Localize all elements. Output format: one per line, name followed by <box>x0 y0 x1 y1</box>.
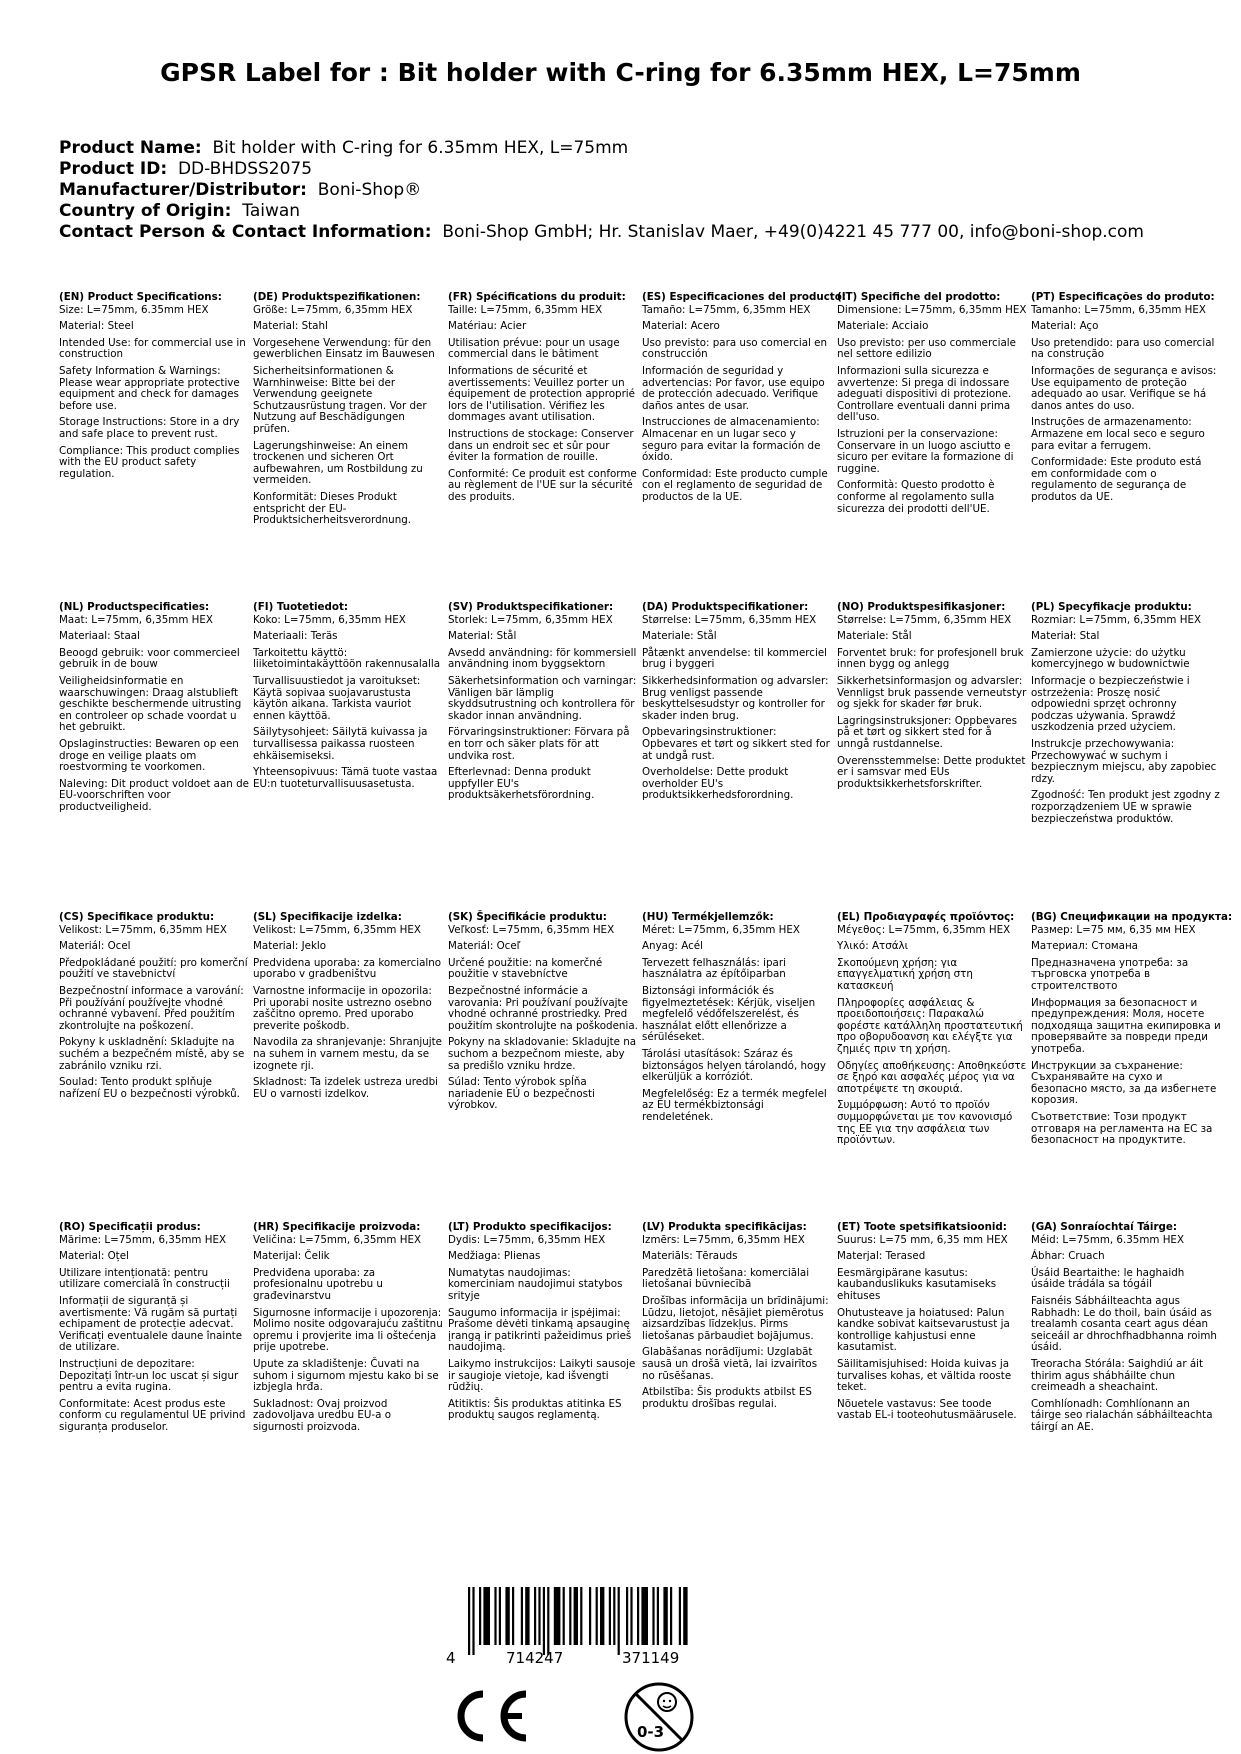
spec-item: Sikkerhedsinformation og advarsler: Brug venligst passende beskyttelsesudstyr og kontroller for skader inden brug. <box>642 674 829 722</box>
spec-item: Tarkoitettu käyttö: liiketoimintakäyttöön rakennusalalla <box>253 646 441 671</box>
age-0-3-warning-icon <box>622 1680 696 1754</box>
spec-item: Laikymo instrukcijos: Laikyti sausoje ir saugioje vietoje, kad išvengti rūdžių. <box>448 1357 636 1394</box>
barcode-bar <box>521 1587 523 1645</box>
barcode-bar <box>652 1587 654 1645</box>
spec-block <box>59 1222 249 1439</box>
spec-item: Conformidad: Este producto cumple con el reglamento de seguridad de productos de la UE. <box>642 467 828 503</box>
spec-item: Materiaal: Staal <box>59 630 140 643</box>
spec-item: Dimensione: L=75mm, 6,35mm HEX <box>837 303 1027 316</box>
spec-item: Matériau: Acier <box>448 320 527 333</box>
barcode-bar <box>505 1587 509 1645</box>
spec-item: Comhlíonadh: Comhlíonann an táirge seo rialachán sábháilteachta táirgí an AE. <box>1031 1397 1213 1433</box>
spec-item: Μέγεθος: L=75mm, 6,35mm HEX <box>837 923 1011 936</box>
spec-item: Instructions de stockage: Conserver dans un endroit sec et sûr pour éviter la formation de rouille. <box>448 427 634 464</box>
barcode-bar <box>580 1587 582 1645</box>
spec-item: Tervezett felhasználás: ipari használatra az építőiparban <box>642 956 786 981</box>
spec-block <box>253 1222 443 1439</box>
spec-block <box>837 1222 1027 1427</box>
spec-block <box>253 602 443 795</box>
barcode-bar <box>563 1587 565 1645</box>
spec-item: Información de seguridad y advertencias: Por favor, use equipo de protección adecuado. Verifique daños antes de usar. <box>642 364 825 412</box>
spec-item: Uso previsto: per uso commerciale nel settore edilizio <box>837 336 1016 361</box>
spec-item: Größe: L=75mm, 6,35mm HEX <box>253 303 413 316</box>
spec-item: Intended Use: for commercial use in construction <box>59 336 246 361</box>
spec-item: Uso previsto: para uso comercial en construcción <box>642 336 828 361</box>
spec-item: Σκοπούμενη χρήση: για επαγγελματική χρήση στη κατασκευή <box>837 956 973 992</box>
barcode-bar <box>618 1587 620 1655</box>
spec-block <box>253 912 443 1105</box>
barcode-bar <box>554 1587 561 1645</box>
spec-item: Säilitamisjuhised: Hoida kuivas ja turvalises kohas, et vältida rooste teket. <box>837 1357 1012 1394</box>
spec-item: Materiale: Acciaio <box>837 320 929 333</box>
spec-item: Säkerhetsinformation och varningar: Vänligen bär lämplig skyddsutrustning och kontrollera för skador innan användning. <box>448 674 637 722</box>
spec-item: Sukladnost: Ovaj proizvod zadovoljava uredbu EU-a o sigurnosti proizvoda. <box>253 1397 392 1433</box>
spec-item: Numatytas naudojimas: komerciniam naudojimui statybos srityje <box>448 1266 623 1302</box>
spec-item: Veľkosť: L=75mm, 6,35mm HEX <box>448 923 615 936</box>
spec-item: Velikost: L=75mm, 6,35mm HEX <box>59 923 227 936</box>
spec-block <box>1031 602 1221 830</box>
barcode-bar <box>683 1587 687 1645</box>
spec-item: Tamaño: L=75mm, 6,35mm HEX <box>642 303 811 316</box>
spec-item: Soulad: Tento produkt splňuje nařízení EU o bezpečnosti výrobků. <box>59 1076 240 1100</box>
spec-item: Materiál: Oceľ <box>448 940 521 953</box>
spec-item: Varnostne informacije in opozorila: Pri uporabi nosite ustrezno osebno zaščitno opremo. Pred uporabo preverite poškodb. <box>253 984 432 1032</box>
info-contact <box>59 222 1144 243</box>
spec-item: Υλικό: Ατσάλι <box>837 940 909 953</box>
spec-item: Konformität: Dieses Produkt entspricht der EU-Produktsicherheitsverordnung. <box>253 490 412 527</box>
spec-item: Suurus: L=75 mm, 6,35 mm HEX <box>837 1233 1008 1246</box>
info-product-id <box>59 159 1144 180</box>
barcode-bar <box>512 1587 514 1645</box>
spec-item: Ohutusteave ja hoiatused: Palun kandke sobivat kaitsevarustust ja kontrollige kahjustusi enne kasutamist. <box>837 1306 1010 1354</box>
spec-item: Informazioni sulla sicurezza e avvertenze: Si prega di indossare adeguati dispositivi di protezione. Controllare eventuali danni prima dell'uso. <box>837 364 1012 424</box>
spec-item: Faisnéis Sábháilteachta agus Rabhadh: Le do thoil, bain úsáid as trealamh cosanta ceart agus déan seiceáil ar dhrochfhadbhanna roimh úsáid. <box>1031 1294 1217 1354</box>
spec-item: Instruções de armazenamento: Armazene em local seco e seguro para evitar a ferrugem. <box>1031 416 1205 452</box>
spec-item: Material: Acero <box>642 320 720 333</box>
spec-item: Material: Aço <box>1031 320 1099 333</box>
barcode-bar <box>569 1587 571 1645</box>
barcode-bar <box>641 1587 648 1645</box>
barcode-digits-lead: 4 <box>446 1649 456 1667</box>
spec-block-title: (SV) Produktspecifikationer: <box>448 601 614 613</box>
spec-block <box>448 912 638 1117</box>
spec-item: Eesmärgipärane kasutus: kaubanduslikuks kasutamiseks ehituses <box>837 1266 997 1302</box>
barcode-bar <box>494 1587 496 1645</box>
spec-item: Съответствие: Този продукт отговаря на регламента на ЕС за безопасност на продуктите. <box>1031 1110 1213 1147</box>
spec-item: Utilisation prévue: pour un usage commercial dans le bâtiment <box>448 336 620 361</box>
spec-item: Utilizare intenționată: pentru utilizare comercială în construcții <box>59 1266 230 1291</box>
spec-item: Informacje o bezpieczeństwie i ostrzeżenia: Proszę nosić odpowiedni sprzęt ochronny podczas używania. Sprawdź uszkodzenia przed użyciem. <box>1031 674 1190 734</box>
barcode-bar <box>663 1587 667 1645</box>
spec-item: Instrucciones de almacenamiento: Almacenar en un lugar seco y seguro para evitar la formación de óxido. <box>642 416 821 464</box>
spec-item: Instrukcje przechowywania: Przechowywać w suchym i bezpiecznym miejscu, aby zapobiec rdzy. <box>1031 737 1217 785</box>
product-info <box>59 138 1144 243</box>
spec-block-title: (EN) Product Specifications: <box>59 291 222 303</box>
spec-item: Glabāšanas norādījumi: Uzglabāt sausā un drošā vietā, lai izvairītos no rūsēšanas. <box>642 1346 818 1382</box>
spec-item: Material: Stahl <box>253 320 328 333</box>
info-label: Country of Origin: <box>59 201 232 221</box>
spec-item: Opslaginstructies: Bewaren op een droge en veilige plaats om roestvorming te voorkomen. <box>59 737 239 774</box>
spec-item: Nõuetele vastavus: See toode vastab EL-i tooteohutusmäärusele. <box>837 1397 1017 1422</box>
spec-item: Taille: L=75mm, 6,35mm HEX <box>448 303 603 316</box>
ce-mark-icon <box>450 1688 532 1744</box>
spec-item: Veličina: L=75mm, 6,35mm HEX <box>253 1233 422 1246</box>
spec-item: Zamierzone użycie: do użytku komercyjnego w budownictwie <box>1031 646 1190 671</box>
spec-item: Conformidade: Este produto está em conformidade com o regulamento de segurança de produtos da UE. <box>1031 456 1202 503</box>
spec-item: Ábhar: Cruach <box>1031 1250 1105 1263</box>
barcode-bar <box>589 1587 591 1645</box>
spec-block <box>642 1222 832 1415</box>
spec-item: Informații de siguranță și avertismente: Vă rugăm să purtați echipament de protecție adecvat. Verificați eventualele daune înainte de utilizare. <box>59 1294 243 1354</box>
spec-item: Conformitate: Acest produs este conform cu regulamentul UE privind siguranța produselor. <box>59 1397 246 1433</box>
spec-item: Material: Steel <box>59 320 134 333</box>
spec-block-title: (HU) Termékjellemzők: <box>642 911 774 923</box>
spec-block-title: (GA) Sonraíochtaí Táirge: <box>1031 1221 1178 1233</box>
spec-item: Velikost: L=75mm, 6,35mm HEX <box>253 923 421 936</box>
spec-item: Compliance: This product complies with the EU product safety regulation. <box>59 444 240 480</box>
spec-block-title: (HR) Specifikacije proizvoda: <box>253 1221 421 1233</box>
spec-item: Conformità: Questo prodotto è conforme al regolamento sulla sicurezza dei prodotti dell'UE. <box>837 479 995 515</box>
barcode-bar <box>525 1587 529 1645</box>
info-label: Contact Person & Contact Information: <box>59 222 432 242</box>
spec-item: Turvallisuustiedot ja varoitukset: Käytä sopivaa suojavarustusta käytön aikana. Tarkista vauriot ennen käyttöä. <box>253 674 421 722</box>
barcode-bar <box>538 1587 540 1645</box>
spec-item: Conformité: Ce produit est conforme au règlement de l'UE sur la sécurité des produits. <box>448 467 637 503</box>
spec-item: Sicherheitsinformationen & Warnhinweise: Bitte bei der Verwendung geeignete Schutzausrüstung tragen. Vor der Nutzung auf Beschädigungen prüfen. <box>253 364 427 435</box>
spec-item: Treoracha Stórála: Saighdiú ar áit thirim agus shábháilte chun creimeadh a sheachaint. <box>1031 1357 1204 1394</box>
info-label: Manufacturer/Distributor: <box>59 180 307 200</box>
spec-item: Materiał: Stal <box>1031 630 1100 643</box>
info-label: Product Name: <box>59 138 202 158</box>
spec-block-title: (ET) Toote spetsifikatsioonid: <box>837 1221 1007 1233</box>
spec-item: Material: Jeklo <box>253 940 327 953</box>
spec-item: Navodila za shranjevanje: Shranjujte na suhem in varnem mestu, da se izognete rji. <box>253 1036 443 1072</box>
spec-item: Bezpečnostné informácie a varovania: Pri používaní používajte vhodné ochranné prostriedky. Pred použitím skontrolujte na poškodenia. <box>448 984 638 1032</box>
spec-block-title: (PT) Especificações do produto: <box>1031 291 1215 303</box>
spec-item: Mărime: L=75mm, 6,35mm HEX <box>59 1233 227 1246</box>
spec-item: Uso pretendido: para uso comercial na construção <box>1031 336 1215 361</box>
barcode-bar <box>657 1587 659 1645</box>
spec-item: Storlek: L=75mm, 6,35mm HEX <box>448 613 613 626</box>
spec-item: Drošības informācija un brīdinājumi: Lūdzu, lietojot, nēsājiet piemērotus aizsardzības līdzekļus. Pirms lietošanas pārbaudiet bojājumus. <box>642 1294 829 1342</box>
spec-item: Materiale: Stål <box>642 630 717 643</box>
spec-item: Инструкции за съхранение: Съхранявайте на сухо и безопасно място, за да избегнете корозия. <box>1031 1059 1217 1107</box>
spec-item: Efterlevnad: Denna produkt uppfyller EU's produktsäkerhetsförordning. <box>448 766 595 802</box>
spec-item: Beoogd gebruik: voor commercieel gebruik in de bouw <box>59 646 240 671</box>
spec-item: Informações de segurança e avisos: Use equipamento de proteção adequado ao usar. Verifique se há danos antes do uso. <box>1031 364 1217 412</box>
info-value: Taiwan <box>242 201 301 221</box>
spec-block-title: (CS) Specifikace produktu: <box>59 911 215 923</box>
info-value: Bit holder with C-ring for 6.35mm HEX, L=75mm <box>212 138 629 158</box>
spec-block <box>642 291 846 509</box>
spec-item: Storage Instructions: Store in a dry and safe place to prevent rust. <box>59 416 240 440</box>
spec-item: Materiaali: Teräs <box>253 630 338 643</box>
spec-item: Размер: L=75 мм, 6,35 мм HEX <box>1031 923 1196 936</box>
spec-item: Sigurnosne informacije i upozorenja: Molimo nosite odgovarajuću zaštitnu opremu i provjerite ima li oštećenja prije upotrebe. <box>253 1306 443 1354</box>
barcode-bar <box>543 1587 545 1655</box>
spec-item: Atitiktis: Šis produktas atitinka ES produktų saugos reglamentą. <box>448 1397 622 1422</box>
spec-item: Materiāls: Tērauds <box>642 1250 738 1263</box>
spec-item: Информация за безопасност и предупреждения: Моля, носете подходяща защитна екипировка и проверявайте за повреди преди употреба. <box>1031 996 1221 1055</box>
barcode-bar <box>499 1587 501 1645</box>
spec-item: Materjal: Terased <box>837 1250 926 1263</box>
spec-block <box>1031 911 1233 1152</box>
barcode-bar <box>600 1587 604 1645</box>
spec-item: Zgodność: Ten produkt jest zgodny z rozporządzeniem UE w sprawie bezpieczeństwa produktów. <box>1031 789 1220 825</box>
spec-item: Materijal: Čelik <box>253 1250 330 1263</box>
spec-item: Opbevaringsinstruktioner: Opbevares et tørt og sikkert sted for at undgå rust. <box>642 726 830 762</box>
spec-item: Safety Information & Warnings: Please wear appropriate protective equipment and check for damages before use. <box>59 364 240 412</box>
spec-item: Naleving: Dit product voldoet aan de EU-voorschriften voor productveiligheid. <box>59 777 249 813</box>
spec-block-title: (DE) Produktspezifikationen: <box>253 291 421 303</box>
spec-block <box>642 602 832 807</box>
spec-item: Méret: L=75mm, 6,35mm HEX <box>642 923 800 936</box>
barcode-bars <box>468 1587 688 1655</box>
spec-block-title: (ES) Especificaciones del producto: <box>642 291 846 303</box>
spec-item: Πληροφορίες ασφάλειας & προειδοποιήσεις: Παρακαλώ φορέστε κατάλληλη προστατευτική προ οβορυδοανση και ελέγξτε για ζημιές πριν τη χρήση. <box>837 996 1023 1055</box>
info-manufacturer <box>59 180 1144 201</box>
spec-block <box>59 292 249 485</box>
spec-item: Predviđena uporaba: za profesionalnu upotrebu u građevinarstvu <box>253 1266 383 1302</box>
info-country <box>59 201 1144 222</box>
spec-block <box>837 602 1027 795</box>
spec-block-title: (SL) Specifikacije izdelka: <box>253 911 402 923</box>
spec-block-title: (FR) Spécifications du produit: <box>448 291 626 303</box>
spec-item: Bezpečnostní informace a varování: Při používání používejte vhodné ochranné vybavení. Před použitím zkontrolujte na poškození. <box>59 984 244 1032</box>
spec-block-title: (NO) Produktspesifikasjoner: <box>837 601 1006 613</box>
spec-item: Предназначена употреба: за търговска употреба в строителството <box>1031 956 1189 992</box>
barcode-bar <box>479 1587 481 1645</box>
spec-item: Säilytysohjeet: Säilytä kuivassa ja turvallisessa paikassa ruosteen ehkäisemiseksi. <box>253 726 428 762</box>
spec-item: Material: Oțel <box>59 1250 129 1263</box>
barcode-bar <box>534 1587 536 1645</box>
spec-item: Biztonsági információk és figyelmeztetések: Kérjük, viseljen megfelelő védőfelszerelést, és használat előtt ellenőrizze a sérüléseket. <box>642 984 816 1044</box>
spec-item: Izmērs: L=75mm, 6,35mm HEX <box>642 1233 805 1246</box>
spec-item: Méid: L=75mm, 6.35mm HEX <box>1031 1233 1184 1246</box>
spec-block <box>642 912 832 1129</box>
barcode-bar <box>472 1587 474 1655</box>
info-value: Boni-Shop® <box>317 180 422 200</box>
spec-item: Størrelse: L=75mm, 6,35mm HEX <box>642 613 817 626</box>
spec-item: Sikkerhetsinformasjon og advarsler: Vennligst bruk passende verneutstyr og sjekk for skader før bruk. <box>837 674 1027 711</box>
spec-block <box>837 912 1027 1152</box>
barcode-bar <box>613 1587 615 1645</box>
spec-item: Koko: L=75mm, 6,35mm HEX <box>253 613 406 626</box>
info-label: Product ID: <box>59 159 168 179</box>
barcode <box>440 1585 740 1667</box>
spec-item: Anyag: Acél <box>642 940 703 953</box>
barcode-digits-left: 714247 <box>506 1649 564 1667</box>
spec-item: Veiligheidsinformatie en waarschuwingen: Draag alstublieft geschikte beschermende uitrusting en controleer op schade voordat u het gebruikt. <box>59 674 242 734</box>
spec-block <box>448 292 638 509</box>
spec-item: Οδηγίες αποθήκευσης: Αποθηκεύστε σε ξηρό και ασφαλές μέρος για να αποτρέψετε τη σκουριά. <box>837 1059 1027 1095</box>
spec-item: Material: Stål <box>448 630 517 643</box>
barcode-bar <box>483 1587 490 1645</box>
barcode-bar <box>637 1587 639 1645</box>
barcode-bar <box>626 1587 628 1645</box>
spec-item: Förvaringsinstruktioner: Förvara på en torr och säker plats för att undvika rost. <box>448 726 630 762</box>
spec-item: Předpokládané použití: pro komerční použití ve stavebnictví <box>59 956 248 981</box>
spec-block-title: (RO) Specificații produs: <box>59 1221 201 1233</box>
spec-item: Forventet bruk: for profesjonell bruk innen bygg og anlegg <box>837 646 1024 671</box>
spec-block-title: (DA) Produktspecifikationer: <box>642 601 809 613</box>
spec-block <box>253 292 443 532</box>
barcode-bar <box>679 1587 681 1645</box>
spec-item: Tárolási utasítások: Száraz és biztonságos helyen tárolandó, hogy elkerüljük a korróziót. <box>642 1047 826 1084</box>
spec-item: Pokyny na skladovanie: Skladujte na suchom a bezpečnom mieste, aby sa predišlo vzniku hrdze. <box>448 1036 637 1072</box>
spec-block <box>448 1222 638 1427</box>
spec-item: Yhteensopivuus: Tämä tuote vastaa EU:n tuoteturvallisuusasetusta. <box>253 766 438 790</box>
spec-item: Материал: Стомана <box>1031 940 1138 953</box>
spec-item: Skladnost: Ta izdelek ustreza uredbi EU o varnosti izdelkov. <box>253 1076 438 1100</box>
barcode-digits-right: 371149 <box>622 1649 680 1667</box>
spec-item: Instrucțiuni de depozitare: Depozitați într-un loc uscat și sigur pentru a evita rugina. <box>59 1357 239 1394</box>
spec-block-title: (LT) Produkto specifikacijos: <box>448 1221 612 1233</box>
barcode-bar <box>574 1587 578 1645</box>
spec-item: Materiál: Ocel <box>59 940 131 953</box>
spec-item: Predvidena uporaba: za komercialno uporabo v gradbeništvu <box>253 956 442 981</box>
spec-item: Συμμόρφωση: Αυτό το προϊόν συμμορφώνεται με τον κανονισμό της ΕΕ για την ασφάλεια των προϊόντων. <box>837 1099 1013 1147</box>
spec-item: Lagerungshinweise: An einem trockenen und sicheren Ort aufbewahren, um Rostbildung zu vermeiden. <box>253 439 423 487</box>
page-title: GPSR Label for : Bit holder with C-ring for 6.35mm HEX, L=75mm <box>160 58 1081 87</box>
age-label: 0-3 <box>637 1723 665 1741</box>
spec-item: Materiale: Stål <box>837 630 912 643</box>
spec-block <box>448 602 638 807</box>
spec-item: Maat: L=75mm, 6,35mm HEX <box>59 613 213 626</box>
spec-item: Istruzioni per la conservazione: Conservare in un luogo asciutto e sicuro per evitare la formazione di ruggine. <box>837 427 1014 475</box>
spec-block <box>1031 292 1221 509</box>
spec-item: Saugumo informacija ir įspėjimai: Prašome dėvėti tinkamą apsauginę įrangą ir patikrinti pažeidimus prieš naudojimą. <box>448 1306 632 1354</box>
info-value: Boni-Shop GmbH; Hr. Stanislav Maer, +49(0)4221 45 777 00, info@boni-shop.com <box>442 222 1144 242</box>
spec-item: Overensstemmelse: Dette produktet er i samsvar med EUs produktsikkerhetsforskrifter. <box>837 754 1026 790</box>
barcode-bar <box>596 1587 598 1645</box>
spec-item: Dydis: L=75mm, 6,35mm HEX <box>448 1233 606 1246</box>
spec-block-title: (LV) Produkta specifikācijas: <box>642 1221 807 1233</box>
spec-item: Úsáid Beartaithe: le haghaidh úsáide trádála sa tógáil <box>1031 1266 1185 1291</box>
spec-item: Určené použitie: na komerčné použitie v stavebníctve <box>448 956 603 981</box>
spec-item: Size: L=75mm, 6.35mm HEX <box>59 303 209 316</box>
spec-item: Lagringsinstruksjoner: Oppbevares på et tørt og sikkert sted for å unngå rustdannelse. <box>837 714 1017 750</box>
spec-item: Avsedd användning: för kommersiell användning inom byggsektorn <box>448 646 637 671</box>
spec-item: Atbilstība: Šis produkts atbilst ES produktu drošības regulai. <box>642 1386 812 1410</box>
spec-item: Upute za skladištenje: Čuvati na suhom i sigurnom mjestu kako bi se izbjegla hrđa. <box>253 1357 439 1394</box>
spec-item: Medžiaga: Plienas <box>448 1250 541 1263</box>
spec-block-title: (IT) Specifiche del prodotto: <box>837 291 1001 303</box>
info-value: DD-BHDSS2075 <box>177 159 313 179</box>
spec-item: Størrelse: L=75mm, 6,35mm HEX <box>837 613 1012 626</box>
spec-block <box>59 912 249 1105</box>
spec-block-title: (NL) Productspecificaties: <box>59 601 210 613</box>
spec-item: Paredzētā lietošana: komerciālai lietošanai būvniecībā <box>642 1266 810 1291</box>
barcode-bar <box>547 1587 549 1655</box>
spec-item: Rozmiar: L=75mm, 6,35mm HEX <box>1031 613 1202 626</box>
spec-block-title: (FI) Tuotetiedot: <box>253 601 348 613</box>
spec-block <box>1031 1222 1221 1439</box>
spec-block-title: (BG) Спецификации на продукта: <box>1031 911 1233 923</box>
spec-block <box>837 292 1027 520</box>
spec-block-title: (PL) Specyfikacje produktu: <box>1031 601 1192 613</box>
spec-item: Tamanho: L=75mm, 6,35mm HEX <box>1031 303 1206 316</box>
spec-item: Súlad: Tento výrobok spĺňa nariadenie EÚ o bezpečnosti výrobkov. <box>448 1076 595 1112</box>
barcode-bar <box>468 1587 470 1655</box>
spec-item: Vorgesehene Verwendung: für den gewerblichen Einsatz im Bauwesen <box>253 336 435 361</box>
spec-item: Informations de sécurité et avertissements: Veuillez porter un équipement de protection approprié lors de l'utilisation. Vérifiez les dommages avant utilisation. <box>448 364 636 424</box>
info-product-name <box>59 138 1144 159</box>
barcode-bar <box>609 1587 611 1645</box>
spec-item: Megfelelőség: Ez a termék megfelel az EU termékbiztonsági rendeletének. <box>642 1087 827 1123</box>
spec-item: Overholdelse: Dette produkt overholder EU's produktsikkerhedsforordning. <box>642 766 794 802</box>
spec-item: Pokyny k uskladnění: Skladujte na suchém a bezpečném místě, aby se zabránilo vzniku rzi. <box>59 1036 245 1072</box>
spec-item: Påtænkt anvendelse: til kommerciel brug i byggeri <box>642 646 828 671</box>
spec-block-title: (EL) Προδιαγραφές προϊόντος: <box>837 911 1015 923</box>
spec-block-title: (SK) Špecifikácie produktu: <box>448 911 607 923</box>
barcode-bar <box>670 1587 672 1645</box>
barcode-bar <box>630 1587 632 1645</box>
spec-block <box>59 602 249 819</box>
